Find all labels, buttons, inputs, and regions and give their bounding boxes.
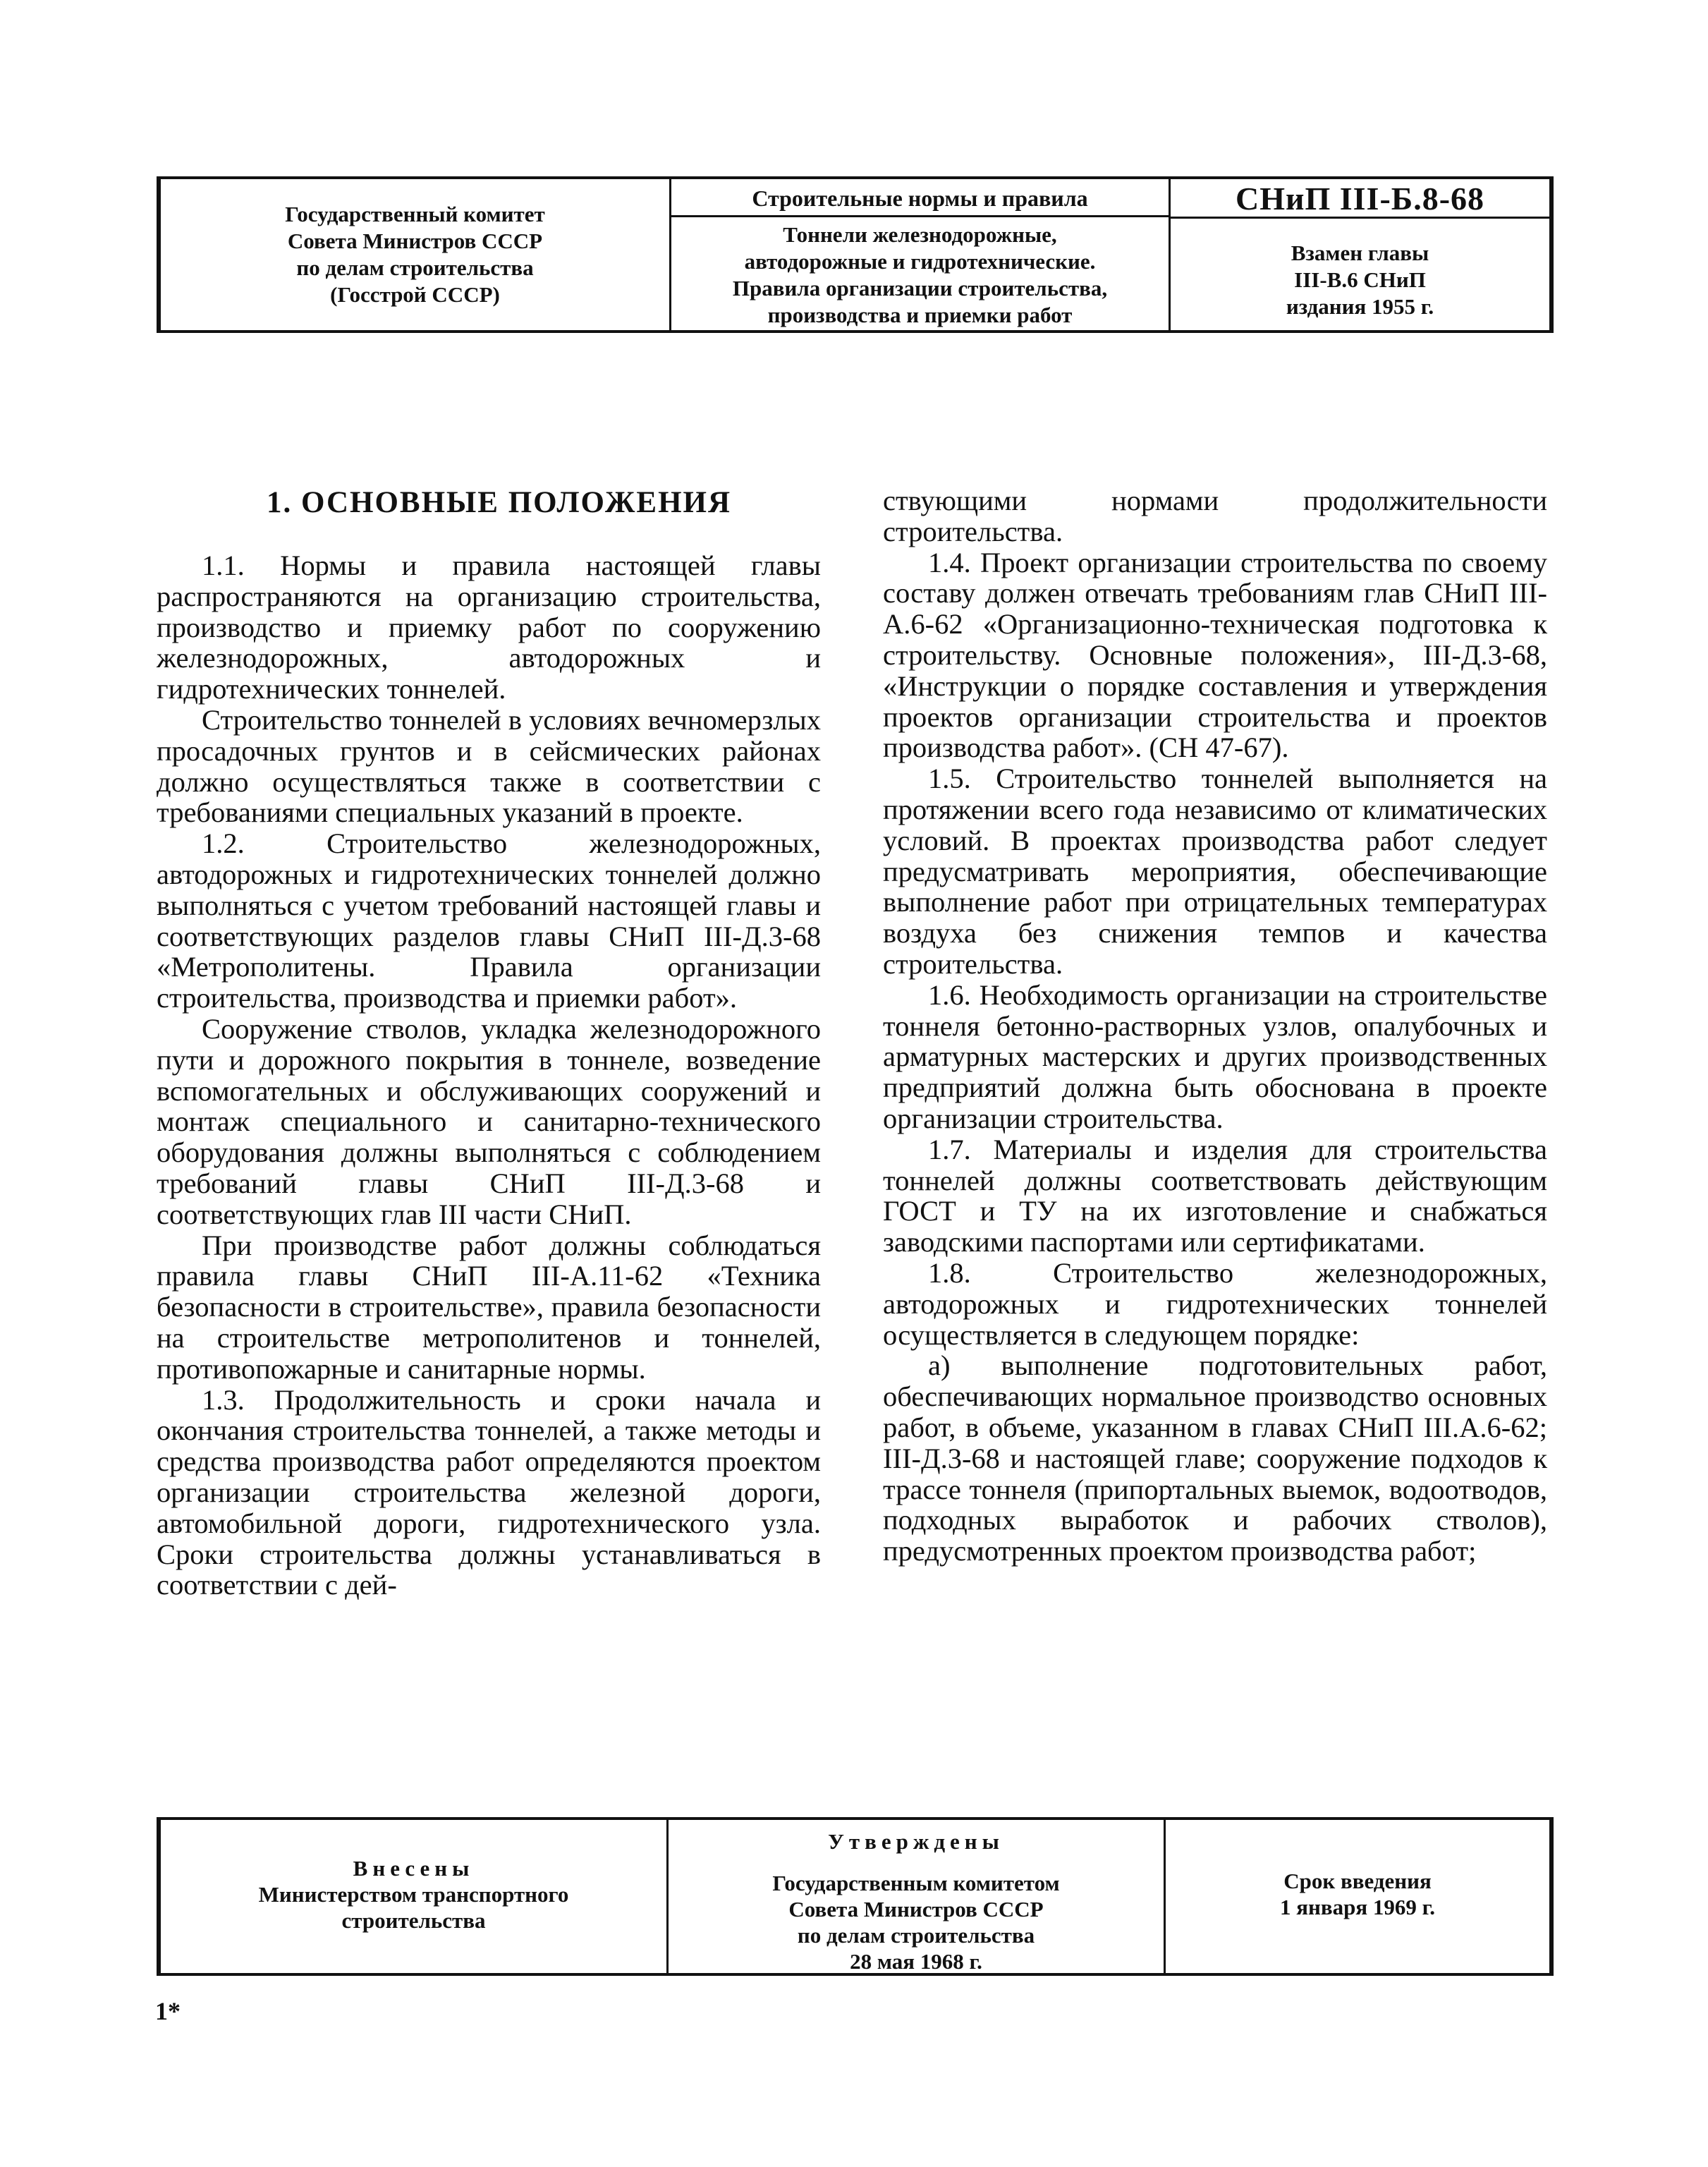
- section-title: 1. ОСНОВНЫЕ ПОЛОЖЕНИЯ: [267, 486, 732, 519]
- document-code: СНиП III-Б.8-68: [1171, 179, 1549, 219]
- document-title: Тоннели железнодорожные, автодорожные и гидротехнические. Правила организации строительства, производства и приемки работ: [732, 222, 1108, 327]
- submitted-cell: [161, 1820, 669, 1973]
- approved-cell: [669, 1820, 1166, 1973]
- effective-date: Срок введения 1 января 1969 г.: [1280, 1869, 1435, 1919]
- left-column: [157, 485, 821, 1601]
- submitted-label: Внесены: [353, 1856, 475, 1881]
- paragraph-1-1: 1.1. Нормы и правила настоящей главы распространяются на организацию строительства, производство и приемку работ по сооружению железнодорожных, автодорожных и гидротехнических тоннелей.: [157, 550, 821, 705]
- paragraph-1-2-c: При производстве работ должны соблюдаться правила главы СНиП III-А.11-62 «Техника безопасности в строительстве», правила безопасности на строительстве метрополитенов и тоннелей, противопожарные и санитарные нормы.: [157, 1229, 821, 1385]
- paragraph-1-3: 1.3. Продолжительность и сроки начала и окончания строительства тоннелей, а также методы и средства производства работ определяются проектом организации строительства железной дороги, автомобильной дороги, гидротехнического узла. Сроки строительства должны устанавливаться в соответствии с дей-: [157, 1383, 821, 1601]
- paragraph-1-1-b: Строительство тоннелей в условиях вечномерзлых просадочных грунтов и в сейсмических районах должно осуществляться также в соответствии с требованиями специальных указаний в проекте.: [157, 703, 821, 829]
- series-title: Строительные нормы и правила: [671, 179, 1169, 217]
- effective-cell: [1166, 1820, 1549, 1973]
- paragraph-1-2-b: Сооружение стволов, укладка железнодорожного пути и дорожного покрытия в тоннеле, возведение вспомогательных и обслуживающих сооружений и монтаж специального и санитарно-технического оборудования должны выполняться с соблюдением требований главы СНиП III-Д.3-68 и соответствующих глав III части СНиП.: [157, 1012, 821, 1230]
- paragraph-1-4: 1.4. Проект организации строительства по своему составу должен отвечать требованиям глав СНиП III-А.6-62 «Организационно-техническая подготовка к строительству. Основные положения», III-Д.3-68, «Инструкции о порядке составления и утверждения проектов организации строительства и проектов производства работ». (СН 47-67).: [883, 546, 1547, 764]
- right-column: [883, 485, 1547, 1567]
- paragraph-1-3-continued: ствующими нормами продолжительности строительства.: [883, 485, 1547, 547]
- title-cell: [671, 179, 1171, 330]
- paragraph-1-6: 1.6. Необходимость организации на строительстве тоннеля бетонно-растворных узлов, опалубочных и арматурных мастерских и других производственных предприятий должна быть обоснована в проекте организации строительства.: [883, 978, 1547, 1134]
- paragraph-1-5: 1.5. Строительство тоннелей выполняется на протяжении всего года независимо от климатических условий. В проектах производства работ следует предусматривать мероприятия, обеспечивающие выполнение работ при отрицательных температурах воздуха без снижения темпов и качества строительства.: [883, 763, 1547, 980]
- replaces-note: Взамен главы III-В.6 СНиП издания 1955 г.: [1286, 241, 1434, 319]
- approved-label: Утверждены: [828, 1829, 1004, 1854]
- paragraph-1-7: 1.7. Материалы и изделия для строительства тоннелей должны соответствовать действующим ГОСТ и ТУ на их изготовление и снабжаться заводскими паспортами или сертификатами.: [883, 1133, 1547, 1258]
- approved-by: Государственным комитетом Совета Министров СССР по делам строительства 28 мая 1968 г.: [772, 1871, 1060, 1974]
- submitted-by: Министерством транспортного строительства: [258, 1882, 569, 1933]
- paragraph-1-8-a: а) выполнение подготовительных работ, обеспечивающих нормальное производство основных работ, в объеме, указанном в главах СНиП III.А.6-62; III-Д.3-68 и настоящей главе; сооружение подходов к трассе тоннеля (припортальных выемок, водоотводов, подходных выработок и рабочих стволов), предусмотренных проектом производства работ;: [883, 1349, 1547, 1567]
- footer-table: [157, 1817, 1554, 1976]
- paragraph-1-8: 1.8. Строительство железнодорожных, автодорожных и гидротехнических тоннелей осуществляется в следующем порядке:: [883, 1256, 1547, 1351]
- paragraph-1-2: 1.2. Строительство железнодорожных, автодорожных и гидротехнических тоннелей должно выполняться с учетом требований настоящей главы и соответствующих разделов главы СНиП III-Д.3-68 «Метрополитены. Правила организации строительства, производства и приемки работ».: [157, 827, 821, 1014]
- code-cell: [1171, 179, 1549, 330]
- issuer-text: Государственный комитет Совета Министров СССР по делам строительства (Госстрой СССР): [285, 202, 545, 307]
- issuer-cell: [161, 179, 671, 330]
- header-table: [157, 176, 1554, 333]
- page-mark: 1*: [155, 1997, 181, 2025]
